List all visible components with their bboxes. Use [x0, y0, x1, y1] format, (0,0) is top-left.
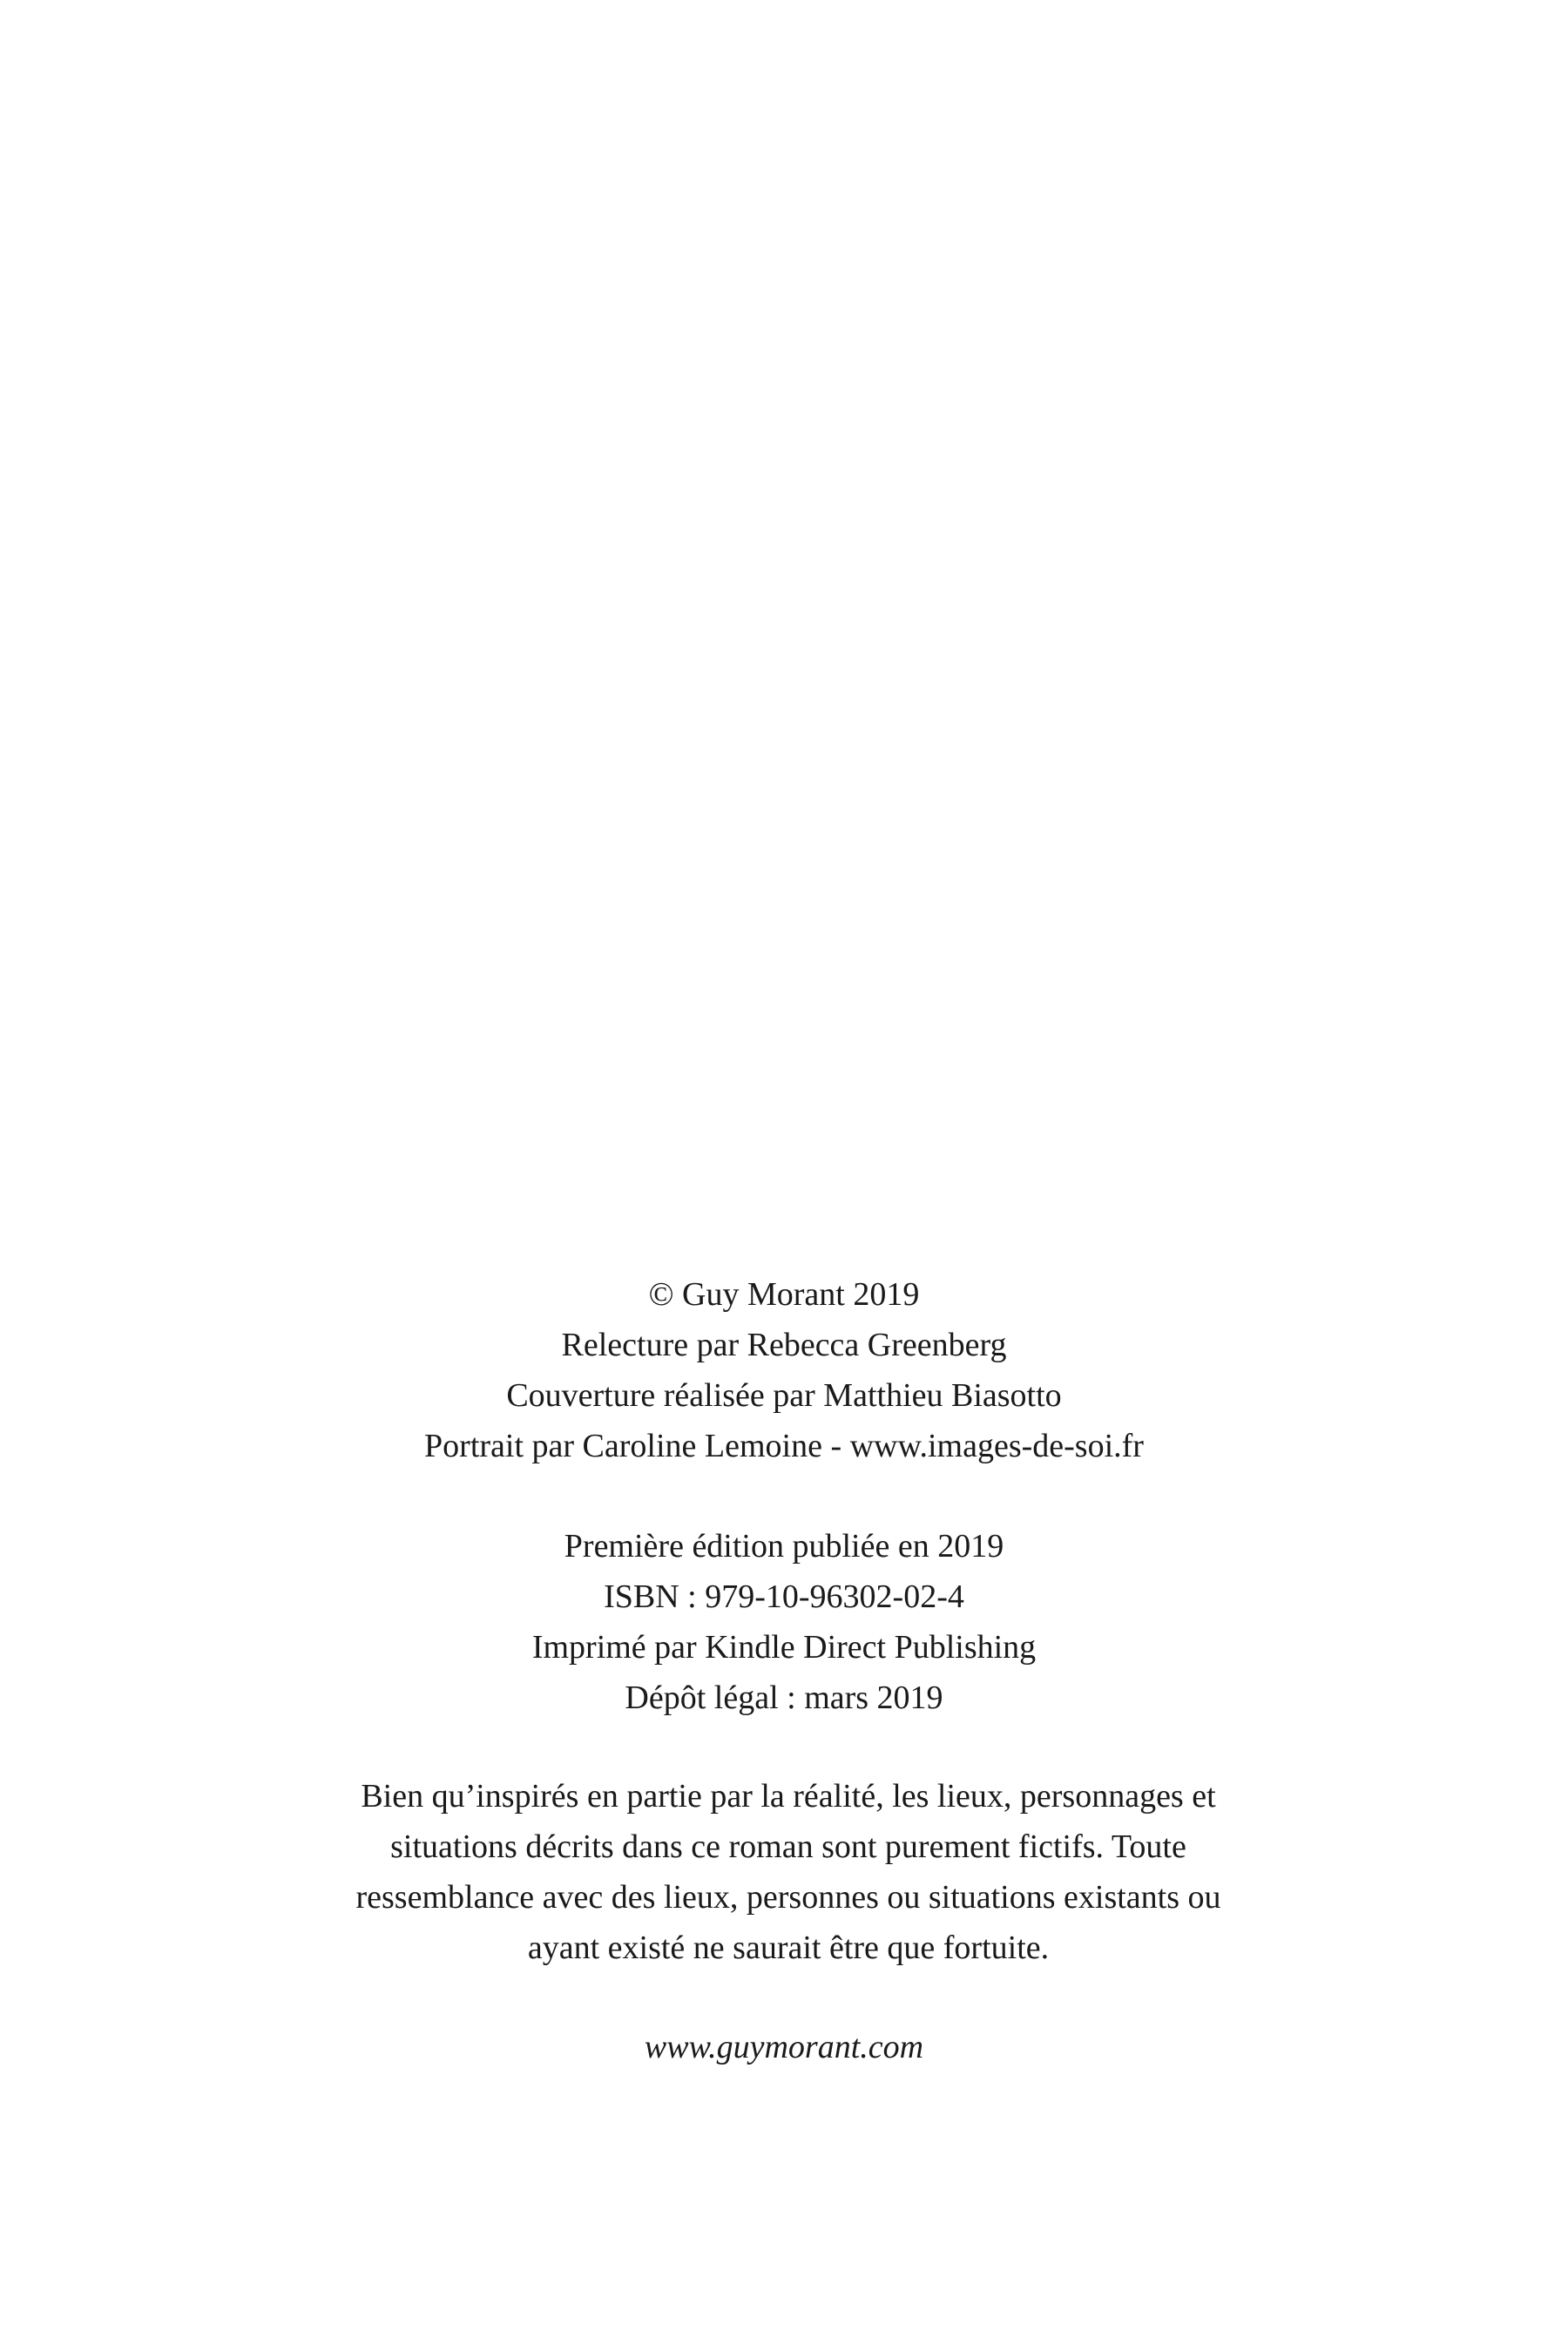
- copyright-line: © Guy Morant 2019: [648, 1276, 920, 1313]
- isbn-line: ISBN : 979-10-96302-02-4: [604, 1578, 964, 1615]
- disclaimer-block: [318, 1771, 1259, 1973]
- portrait-credit: Portrait par Caroline Lemoine - www.images-de-soi.fr: [424, 1428, 1144, 1464]
- edition-block: [0, 1521, 1568, 1723]
- website-link[interactable]: [0, 2022, 1568, 2072]
- first-edition-line: Première édition publiée en 2019: [564, 1528, 1004, 1565]
- cover-credit: Couverture réalisée par Matthieu Biasotto: [506, 1377, 1062, 1414]
- legal-deposit-line: Dépôt légal : mars 2019: [625, 1680, 943, 1716]
- credits-block: [0, 1269, 1568, 1471]
- printer-line: Imprimé par Kindle Direct Publishing: [531, 1629, 1037, 1666]
- disclaimer-text: Bien qu’inspirés en partie par la réalité, les lieux, personnages et situations décrits dans ce roman sont purement fictifs. Toute ressemblance avec des lieux, personnes ou situations existants ou ayant existé ne saurait être que fortuite.: [355, 1778, 1221, 1966]
- website-url[interactable]: www.guymorant.com: [644, 2029, 924, 2065]
- proofreading-credit: Relecture par Rebecca Greenberg: [561, 1327, 1007, 1363]
